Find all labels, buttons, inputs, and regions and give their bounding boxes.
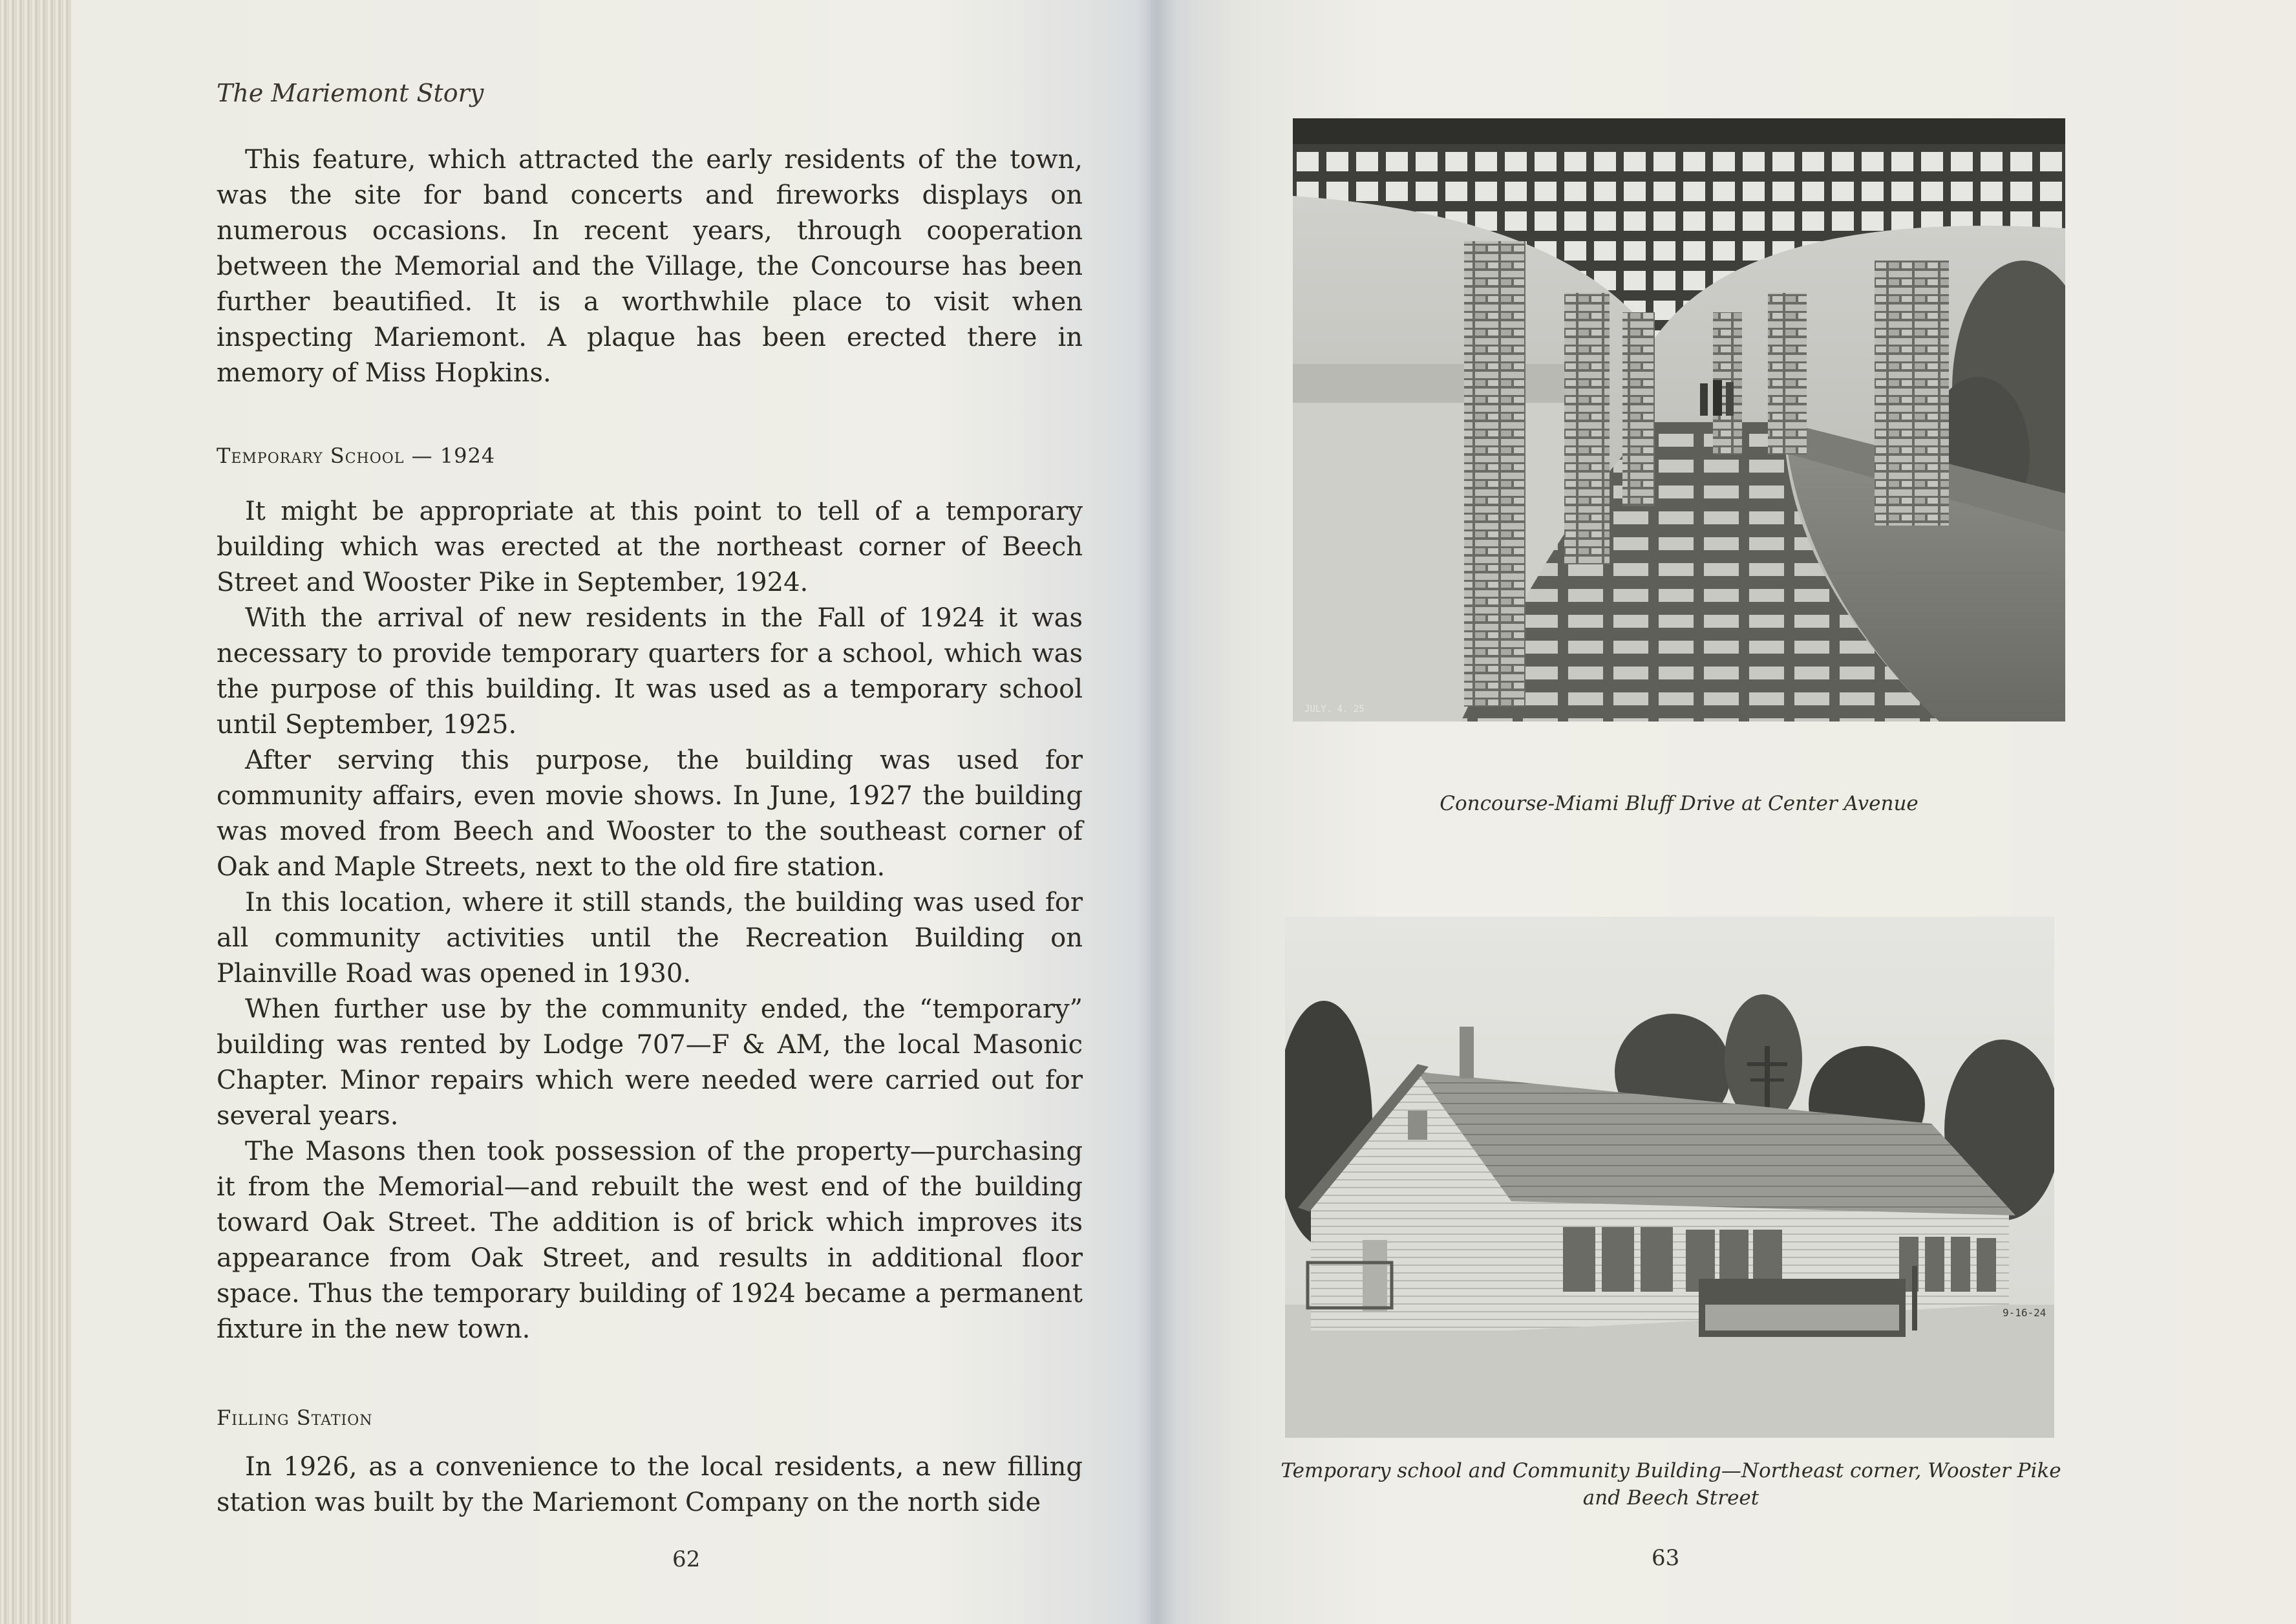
paragraph: After serving this purpose, the building was used for community affairs, even movie shows. In June, 1927 the building was moved from Beech and Wooster to the southeast corner of Oak and Maple Streets, next to the old fire station.: [217, 745, 1083, 882]
filling-station-text: [217, 1449, 1083, 1521]
book-page-edges: [0, 0, 71, 1624]
paragraph: In 1926, as a convenience to the local residents, a new filling station was built by the Mariemont Company on the north side: [217, 1452, 1083, 1517]
concourse-photo-image: [1293, 118, 2065, 721]
concourse-photo: [1293, 118, 2065, 721]
page-number-right: 63: [1652, 1545, 1680, 1571]
section-heading-temporary-school: Temporary School — 1924: [217, 443, 496, 468]
school-building-photo-image: [1285, 917, 2054, 1438]
school-photo-stamp: 9-16-24: [2003, 1307, 2046, 1319]
intro-paragraph: This feature, which attracted the early residents of the town, was the site for band concerts and fireworks displays on numerous occasions. In recent years, through cooperation between the Memorial and the Village, the Concourse has been further beautified. It is a worthwhile place to visit when inspecting Mariemont. A plaque has been erected there in memory of Miss Hopkins.: [217, 145, 1083, 388]
paragraph: In this location, where it still stands, the building was used for all community activities until the Recreation Building on Plainville Road was opened in 1930.: [217, 888, 1083, 988]
paragraph: The Masons then took possession of the property—purchasing it from the Memorial—and rebuilt the west end of the building toward Oak Street. The addition is of brick which improves its appearance from Oak Street, and results in additional floor space. Thus the temporary building of 1924 became a permanent fixture in the new town.: [217, 1137, 1083, 1344]
paragraph: When further use by the community ended, the “temporary” building was rented by Lodge 707—F & AM, the local Masonic Chapter. Minor repairs which were needed were carried out for several years.: [217, 994, 1083, 1131]
concourse-photo-stamp: JULY. 4. 25: [1304, 704, 1365, 714]
running-head: The Mariemont Story: [217, 79, 484, 107]
book-gutter: [1138, 0, 1176, 1624]
page-number-left: 62: [672, 1546, 701, 1572]
paragraph: It might be appropriate at this point to tell of a temporary building which was erected at the northeast corner of Beech Street and Wooster Pike in September, 1924.: [217, 497, 1083, 597]
paragraph: With the arrival of new residents in the Fall of 1924 it was necessary to provide temporary quarters for a school, which was the purpose of this building. It was used as a temporary school until September, 1925.: [217, 603, 1083, 740]
school-photo-caption: Temporary school and Community Building—Northeast corner, Wooster Pike and Beech Street: [1281, 1459, 2061, 1510]
section-heading-filling-station: Filling Station: [217, 1405, 373, 1430]
concourse-photo-caption: Concourse-Miami Bluff Drive at Center Avenue: [1440, 792, 1919, 815]
school-building-photo: [1285, 917, 2054, 1438]
temporary-school-text: [217, 494, 1083, 1347]
intro-text-block: [217, 142, 1083, 391]
